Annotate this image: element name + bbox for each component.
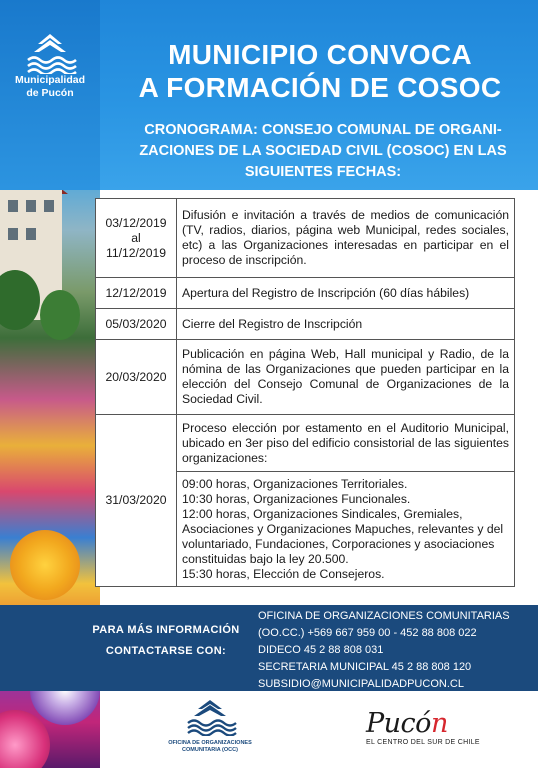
schedule-date: 05/03/2020: [96, 309, 177, 340]
schedule-detail-item: 10:30 horas, Organizaciones Funcionales.: [182, 491, 411, 506]
table-row: [96, 340, 515, 415]
table-row: [96, 415, 515, 472]
schedule-description: Publicación en página Web, Hall municipal y Radio, de la nómina de las Organizaciones que pueden participar en la elección del Consejo Comunal de Organizaciones de la Sociedad Civil.: [177, 340, 515, 415]
page-subtitle: [118, 120, 528, 183]
contact-line: SECRETARIA MUNICIPAL 45 2 88 808 120: [258, 661, 472, 673]
occ-text-line: OFICINA DE ORGANIZACIONES: [168, 740, 252, 746]
contact-heading-line: CONTACTARSE CON:: [105, 645, 227, 657]
schedule-table: [95, 198, 515, 587]
house-window: [26, 228, 36, 240]
title-line: MUNICIPIO CONVOCA: [168, 39, 472, 70]
subtitle-line: ZACIONES DE LA SOCIEDAD CIVIL (COSOC) EN LAS: [139, 143, 507, 159]
occ-logo-icon: [182, 698, 238, 736]
contact-line: (OO.CC.) +569 667 959 00 - 452 88 808 022: [258, 627, 477, 639]
schedule-detail-item: 09:00 horas, Organizaciones Territoriales.: [182, 476, 408, 491]
pucon-logo-prefix: Pucó: [366, 708, 431, 739]
pucon-tagline: EL CENTRO DEL SUR DE CHILE: [366, 739, 480, 746]
municipality-logo-text: [0, 74, 100, 100]
date-line: 11/12/2019: [105, 245, 167, 260]
logo-text-line: Municipalidad: [14, 74, 85, 86]
schedule-date: 31/03/2020: [96, 415, 177, 587]
contact-line: OFICINA DE ORGANIZACIONES COMUNITARIAS: [258, 610, 510, 622]
flower-photo: [0, 710, 50, 768]
contact-heading-line: PARA MÁS INFORMACIÓN: [92, 624, 240, 636]
schedule-detail-item: 15:30 horas, Elección de Consejeros.: [182, 566, 385, 581]
contact-line: DIDECO 45 2 88 808 031: [258, 644, 384, 656]
schedule-table-wrapper: [95, 198, 515, 587]
municipality-logo-icon: [22, 30, 78, 74]
schedule-description: Apertura del Registro de Inscripción (60 días hábiles): [177, 278, 515, 309]
house-window: [44, 200, 54, 212]
schedule-date: [96, 199, 177, 278]
contact-list: [258, 608, 538, 693]
schedule-detail-item: 12:00 horas, Organizaciones Sindicales, Gremiales, Asociaciones y Organizaciones Mapuches, relevantes y del voluntariado, Fundaciones, Corporaciones y asociaciones constituidas bajo la ley 20.500.: [182, 506, 504, 566]
table-row: [96, 199, 515, 278]
schedule-date: 12/12/2019: [96, 278, 177, 309]
occ-text-line: COMUNITARIA (OCC): [182, 747, 238, 753]
date-line: 03/12/2019: [105, 215, 167, 230]
table-row: [96, 309, 515, 340]
date-line: al: [131, 230, 141, 245]
logo-text-line: de Pucón: [26, 87, 74, 99]
subtitle-line: CRONOGRAMA: CONSEJO COMUNAL DE ORGANI-: [144, 122, 502, 138]
pucon-logo-accent: n: [430, 708, 448, 739]
schedule-date: 20/03/2020: [96, 340, 177, 415]
page-title: [102, 38, 538, 104]
schedule-description: Proceso elección por estamento en el Auditorio Municipal, ubicado en 3er piso del edificio consistorial de las siguientes organizaciones:: [177, 415, 515, 472]
tree-photo: [40, 290, 80, 340]
schedule-description: Difusión e invitación a través de medios de comunicación (TV, radios, diarios, página web Municipal, redes sociales, etc) a las Organizaciones interesadas en participar en el proceso de inscripción.: [177, 199, 515, 278]
schedule-description: Cierre del Registro de Inscripción: [177, 309, 515, 340]
occ-logo-text: [160, 740, 260, 754]
table-row: [96, 278, 515, 309]
house-window: [8, 228, 18, 240]
house-window: [8, 200, 18, 212]
schedule-details: [177, 472, 515, 587]
bottom-logo-bar: [100, 691, 538, 768]
house-window: [26, 200, 36, 212]
contact-email[interactable]: SUBSIDIO@MUNICIPALIDADPUCON.CL: [258, 678, 464, 690]
contact-heading: [84, 608, 248, 662]
title-line: A FORMACIÓN DE COSOC: [138, 72, 502, 103]
subtitle-line: SIGUIENTES FECHAS:: [244, 164, 402, 180]
flower-photo: [10, 530, 80, 600]
pucon-logo: [366, 708, 448, 739]
